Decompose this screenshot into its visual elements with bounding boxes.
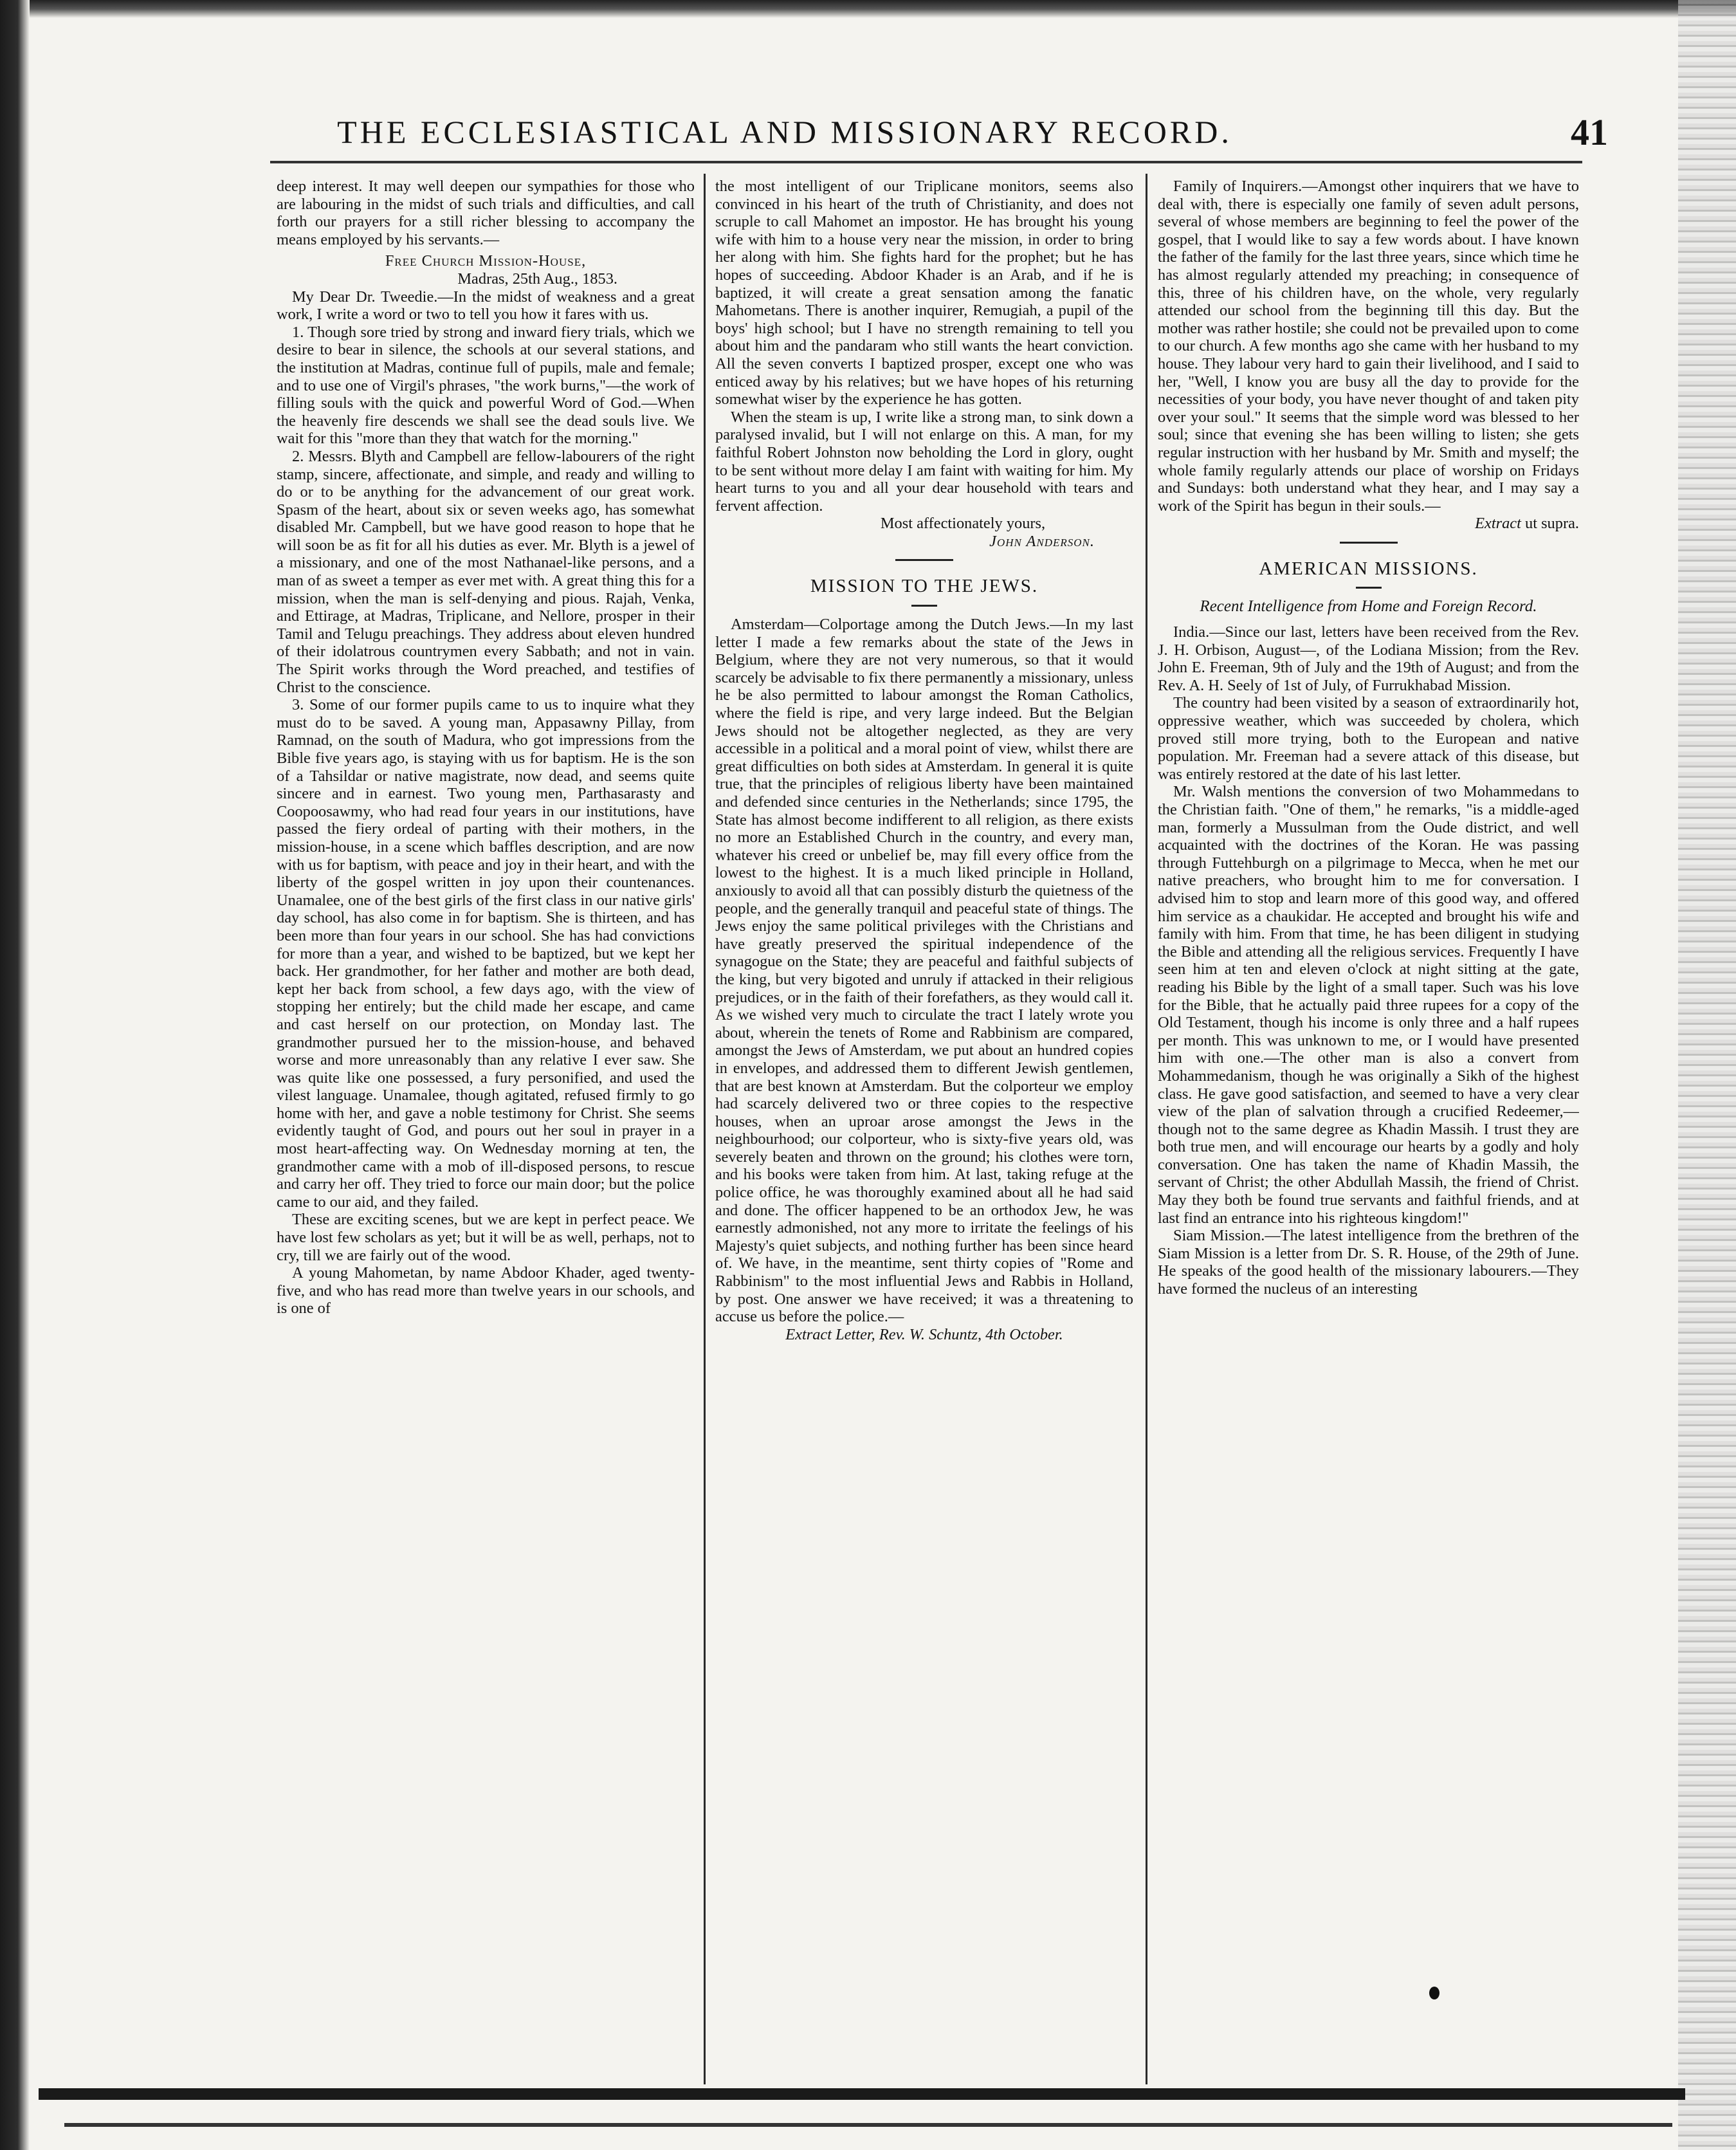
extract-source: Extract Letter, Rev. W. Schuntz, 4th October.	[785, 1325, 1063, 1343]
paragraph: the most intelligent of our Triplicane monitors, seems also convinced in his heart of the truth of Christianity, and does not scruple to call Mahomet an impostor. He has brought his young wife with him to a house very near the mission, in order to bring her along with him. She fights hard for the prophet; but he has hopes of succeeding. Abdoor Khader is an Arab, and if he is baptized, it will create a great sensation among the fanatic Mahometans. There is another inquirer, Remugiah, a pupil of the boys' high school; but I have no strength remaining to tell you about him and the pandaram who still wants the heart conviction. All the seven converts I baptized prosper, except one who was enticed away by his relatives; but we have hopes of his returning somewhat wiser by the experience he has gotten.	[715, 178, 1133, 409]
extract-tail: ut supra.	[1525, 515, 1579, 533]
paragraph: Mr. Walsh mentions the conversion of two Mohammedans to the Christian faith. "One of them," he remarks, "is a middle-aged man, formerly a Mussulman from the Oude district, and well acquainted with the doctrines of the Koran. He was passing through Futtehburgh on a pilgrimage to Mecca, when he met our native preachers, who brought him to me for conversation. I advised him to stop and learn more of this good way, and offered him service as a chaukidar. He accepted and brought his wife and family with him. From that time, he has been diligent in studying the Bible and attending all the religious services. Frequently I have seen him at ten and eleven o'clock at night sitting at the gate, reading his Bible by the light of a small taper. Such was his love for the Bible, that he actually paid three rupees for a copy of the Old Testament, though his income is only three and a half rupees per month. This was unknown to me, or I would have presented him with one.—The other man is also a convert from Mohammedanism, though he was originally a Sikh of the highest class. He gave good satisfaction, and seemed to have a very clear view of the plan of salvation through a crucified Redeemer,—though not to the same degree as Khadin Massih. I trust they are both true men, and will encourage our hearts by a godly and holy conversation. One has taken the name of Khadin Massih, the servant of Christ; the other Abdullah Massih, the friend of Christ. May they both be found true servants and faithful friends, and at last find an entrance into his righteous kingdom!"	[1158, 783, 1579, 1227]
dateline-date: Madras, 25th Aug., 1853.	[457, 270, 617, 288]
paragraph: Family of Inquirers.—Amongst other inquirers that we have to deal with, there is especially one family of seven adult persons, several of whose members are beginning to feel the power of the gospel, that I would like to say a few words about. I have known the father of the family for the last three years, since which time he has almost regularly attended my preaching; in consequence of this, three of his children have, on the whole, very regularly attended our school from the beginning till this day. But the mother was rather hostile; she could not be prevailed upon to come to our church. A few months ago she came with her husband to my house. They labour very hard to gain their livelihood, and I said to her, "Well, I know you are busy all the day to provide for the necessities of your body, you have never thought of and taken pity over your soul." It seems that the simple word was blessed to her soul; since that evening she has been willing to listen; she gets regular instruction with her husband by Mr. Smith and myself; the whole family regularly attends our place of worship on Fridays and Sundays: both understand what they hear, and I may say a work of the Spirit has begun in their souls.—	[1158, 178, 1579, 515]
letter-signature: John Anderson.	[989, 532, 1095, 550]
column-divider-2	[1146, 174, 1147, 2084]
dateline: Free Church Mission-House,	[385, 252, 587, 270]
paragraph: deep interest. It may well deepen our sympathies for those who are labouring in the midst of such trials and difficulties, and call forth our prayers for a still richer blessing to accompany the means employed by his servants.—	[277, 178, 695, 248]
heading-rule	[1356, 587, 1382, 589]
paragraph: 3. Some of our former pupils came to us to inquire what they must do to be saved. A young man, Appasawny Pillay, from Ramnad, on the south of Madura, who got impressions from the Bible five years ago, is staying with us for baptism. He is the son of a Tahsildar or native magistrate, now dead, and seems quite sincere and in earnest. Two young men, Parthasarasty and Coopoosawmy, who had read four years in our institutions, have passed the fiery ordeal of parting with their mothers, in the mission-house, in a scene which baffles description, and are now with us for baptism, with peace and joy in their heart, and with the liberty of the gospel written in joy upon their countenances. Unamalee, one of the best girls of the first class in our native girls' day school, has also come in for baptism. She is thirteen, and has been more than four years in our school. She has had convictions for more than a year, and wished to be baptized, but we kept her back. Her grandmother, for her father and mother are both dead, kept her back from school, a few days ago, with the view of stopping her entirely; but the child made her escape, and came and cast herself on our protection, on Monday last. The grandmother pursued her to the mission-house, and behaved worse and more unreasonably than any relative I ever saw. She was quite like one possessed, a fury personified, and used the vilest language. Unamalee, though agitated, refused firmly to go home with her, and gave a noble testimony for Christ. She seems evidently taught of God, and pours out her soul in prayer in a most heart-affecting way. On Wednesday morning at ten, the grandmother came with a mob of ill-disposed persons, to rescue and carry her off. They tried to force our main door; but the police came to our aid, and they failed.	[277, 696, 695, 1211]
section-heading: AMERICAN MISSIONS.	[1259, 558, 1478, 579]
column-2	[715, 178, 1133, 1343]
extract-label: Extract	[1475, 515, 1521, 533]
scan-edge-right	[1678, 0, 1736, 2150]
column-divider-1	[704, 174, 706, 2084]
paragraph: When the steam is up, I write like a strong man, to sink down a paralysed invalid, but I will not enlarge on this. A man, for my faithful Robert Johnston now beholding the Lord in glory, ought to be sent without more delay I am faint with waiting for him. My heart turns to you and all your dear household with tears and fervent affection.	[715, 408, 1133, 515]
scan-edge-bottom	[39, 2088, 1685, 2100]
paragraph: 1. Though sore tried by strong and inward fiery trials, which we desire to bear in silence, the schools at our several stations, and the institution at Madras, continue full of pupils, male and female; and to use one of Virgil's phrases, "the work burns,"—the work of filling souls with the quick and powerful Word of God.—When the heavenly fire descends we shall see the dead souls live. We wait for this "more than they that watch for the morning."	[277, 323, 695, 448]
paragraph: A young Mahometan, by name Abdoor Khader, aged twenty-five, and who has read more than twelve years in our schools, and is one of	[277, 1264, 695, 1318]
paragraph: These are exciting scenes, but we are kept in perfect peace. We have lost few scholars as yet; but it will be as well, perhaps, not to cry, till we are fairly out of the wood.	[277, 1211, 695, 1264]
header-rule	[270, 161, 1582, 163]
paragraph: India.—Since our last, letters have been received from the Rev. J. H. Orbison, August—, of the Lodiana Mission; from the Rev. John E. Freeman, 9th of July and the 19th of August; and from the Rev. A. H. Seely of 1st of July, of Furrukhabad Mission.	[1158, 623, 1579, 694]
column-1	[277, 178, 695, 1318]
letter-closing: Most affectionately yours,	[880, 515, 1046, 533]
extract-source	[1158, 515, 1579, 533]
paragraph: My Dear Dr. Tweedie.—In the midst of weakness and a great work, I write a word or two to tell you how it fares with us.	[277, 288, 695, 324]
paragraph: The country had been visited by a season of extraordinarily hot, oppressive weather, which was succeeded by cholera, which proved still more trying, both to the European and native population. Mr. Freeman had a severe attack of this disease, but was entirely restored at the date of his last letter.	[1158, 694, 1579, 783]
scan-edge-bottom-2	[64, 2123, 1672, 2127]
column-3	[1158, 178, 1579, 1298]
paragraph: 2. Messrs. Blyth and Campbell are fellow-labourers of the right stamp, sincere, affectionate, and simple, and ready and willing to do or to be anything for the advancement of our great work. Spasm of the heart, about six or seven weeks ago, has somewhat disabled Mr. Campbell, but we have good reason to hope that he will soon be as fit for all his duties as ever. Mr. Blyth is a jewel of a missionary, and one of the most Nathanael-like persons, and a man of as sweet a temper as ever met with. A great thing this for a mission, when the man is self-denying and pious. Rajah, Venka, and Ettirage, at Madras, Triplicane, and Nellore, prosper in their Tamil and Telugu preachings. They address about eleven hundred of their idolatrous countrymen every Sabbath; and not in vain. The Spirit works through the Word preached, and testifies of Christ to the conscience.	[277, 447, 695, 696]
scan-shadow-top	[0, 0, 1736, 18]
section-subheading: Recent Intelligence from Home and Foreign Record.	[1200, 598, 1537, 616]
scan-edge-left	[0, 0, 30, 2150]
section-rule	[895, 559, 953, 561]
ink-blot	[1429, 1987, 1439, 1999]
section-heading: MISSION TO THE JEWS.	[810, 576, 1039, 597]
masthead-title: THE ECCLESIASTICAL AND MISSIONARY RECORD.	[337, 114, 1232, 150]
section-rule	[1340, 542, 1398, 544]
heading-rule	[911, 605, 937, 607]
paragraph: Siam Mission.—The latest intelligence from the brethren of the Siam Mission is a letter from Dr. S. R. House, of the 29th of June. He speaks of the good health of the missionary labourers.—They have formed the nucleus of an interesting	[1158, 1227, 1579, 1298]
page-number: 41	[1571, 111, 1608, 153]
page-header	[77, 113, 1608, 154]
paragraph: Amsterdam—Colportage among the Dutch Jews.—In my last letter I made a few remarks about the state of the Jews in Belgium, where they are not very numerous, so that it would scarcely be advisable to fix there permanently a missionary, unless he be also permitted to labour amongst the Roman Catholics, where the field is ripe, and very large indeed. But the Belgian Jews should not be altogether neglected, as they are very accessible in a political and a moral point of view, whilst there are great difficulties on both sides at Amsterdam. In general it is quite true, that the principles of religious liberty have been maintained and defended since centuries in the Netherlands; since 1795, the State has almost become indifferent to all religion, as there exists no more an Established Church in the country, and every man, whatever his creed or unbelief be, may fill every office from the lowest to the highest. It is a much liked principle in Holland, anxiously to avoid all that can possibly disturb the quietness of the people, and the generally tranquil and peaceful state of things. The Jews enjoy the same political privileges with the Christians and have greatly preserved the spiritual independence of the synagogue on the State; they are peaceful and faithful subjects of the king, but very bigoted and unruly if attacked in their religious prejudices, or in the faith of their forefathers, as they would call it. As we wished very much to circulate the tract I lately wrote you about, wherein the tenets of Rome and Rabbinism are compared, amongst the Jews of Amsterdam, we put about an hundred copies in envelopes, and addressed them to different Jewish gentlemen, that are best known at Amsterdam. But the colporteur we employ had scarcely delivered two or three copies to the respective houses, when an uproar arose amongst the Jews in the neighbourhood; our colporteur, who is sixty-five years old, was severely beaten and thrown on the ground; his clothes were torn, and his books were taken from him. At last, taking refuge at the police office, he was thoroughly examined about all he had said and done. The officer happened to be an orthodox Jew, he was earnestly admonished, not any more to irritate the feelings of his Majesty's quiet subjects, and nothing further has been since heard of. We have, in the meantime, sent thirty copies of "Rome and Rabbinism" to the most influential Jews and Rabbis in Holland, by post. One answer we have received; it was a threatening to accuse us before the police.—	[715, 616, 1133, 1326]
